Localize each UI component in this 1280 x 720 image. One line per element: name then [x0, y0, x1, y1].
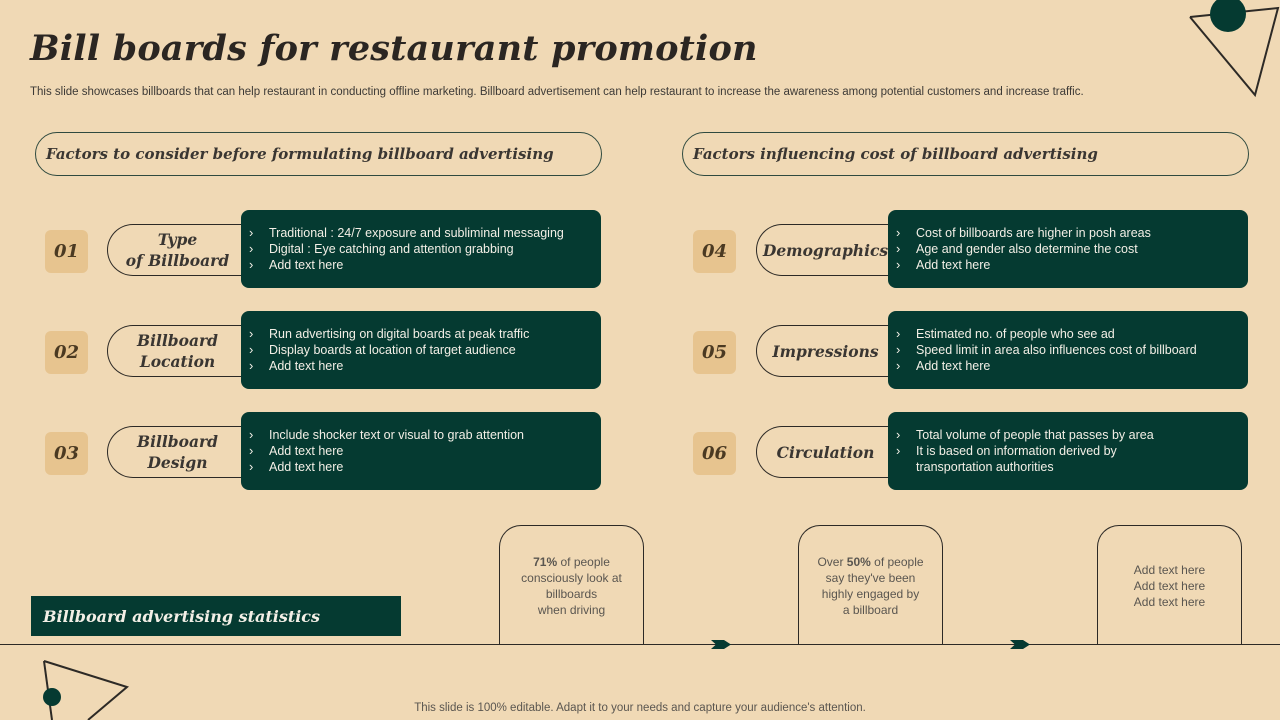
stat-card [798, 525, 943, 645]
bullet-text: Cost of billboards are higher in posh areas [916, 226, 1151, 240]
chevron-right-icon: › [249, 326, 254, 341]
stat-text: Over [817, 554, 847, 569]
item-label [107, 426, 247, 478]
chevron-right-icon: › [249, 427, 254, 442]
stat-value: 71% [533, 554, 558, 569]
stat-text: Add text here [1133, 562, 1206, 577]
stats-heading-text: Billboard advertising statistics [43, 606, 321, 626]
list-item [249, 358, 591, 374]
bullet-text: Display boards at location of target audience [269, 343, 516, 357]
item-label-line: Type [157, 230, 198, 249]
chevron-right-icon: › [249, 459, 254, 474]
item-label [756, 325, 894, 377]
stat-card [1097, 525, 1242, 645]
chevron-right-icon: › [249, 241, 254, 256]
item-number: 04 [693, 230, 736, 273]
timeline-line [0, 644, 1280, 645]
item-label-text: Demographics [762, 240, 889, 260]
list-item [896, 427, 1238, 443]
stat-text: say they've been [825, 570, 916, 585]
stat-text: of people [557, 554, 610, 569]
list-item [249, 459, 591, 475]
list-item [896, 443, 1238, 459]
item-label [107, 224, 247, 276]
footer-note: This slide is 100% editable. Adapt it to your needs and capture your audience's attention. [414, 702, 866, 714]
arrow-right-icon [711, 639, 731, 650]
bullet-text: Digital : Eye catching and attention grabbing [269, 242, 514, 256]
chevron-right-icon [896, 459, 916, 475]
left-section-heading [35, 132, 602, 176]
item-label-line: Design [147, 453, 208, 472]
chevron-right-icon: › [896, 241, 901, 256]
bullet-text: Total volume of people that passes by area [916, 428, 1154, 442]
stat-text: highly engaged by [821, 586, 920, 601]
item-details-box [888, 210, 1248, 288]
bullet-text: Add text here [916, 258, 991, 272]
bullet-text: Run advertising on digital boards at peak traffic [269, 327, 530, 341]
list-item [896, 257, 1238, 273]
page-title: Bill boards for restaurant promotion [30, 28, 758, 69]
bullet-text: Add text here [269, 359, 344, 373]
list-item [896, 241, 1238, 257]
bullet-text: transportation authorities [916, 460, 1054, 474]
item-label-text: Circulation [776, 442, 875, 462]
list-item [249, 342, 591, 358]
chevron-right-icon: › [249, 257, 254, 272]
left-section-heading-text: Factors to consider before formulating billboard advertising [46, 145, 554, 163]
item-number: 06 [693, 432, 736, 475]
stat-text: of people [870, 554, 924, 569]
list-item [249, 257, 591, 273]
bullet-text: Add text here [269, 444, 344, 458]
list-item [249, 241, 591, 257]
chevron-right-icon: › [249, 225, 254, 240]
item-label-line: of Billboard [125, 251, 230, 270]
item-details-box [888, 311, 1248, 389]
stat-text: Add text here [1133, 594, 1206, 609]
chevron-right-icon: › [896, 443, 901, 458]
bullet-text: Traditional : 24/7 exposure and subliminal messaging [269, 226, 564, 240]
item-label-line: Billboard [137, 432, 218, 451]
chevron-right-icon: › [896, 326, 901, 341]
right-section-heading-text: Factors influencing cost of billboard advertising [693, 145, 1098, 163]
stat-text: when driving [537, 602, 606, 617]
item-details-box [241, 311, 601, 389]
stat-text: a billboard [842, 602, 899, 617]
list-item [896, 342, 1238, 358]
item-number: 01 [45, 230, 88, 273]
list-item [896, 225, 1238, 241]
chevron-right-icon: › [249, 342, 254, 357]
bullet-text: Add text here [269, 258, 344, 272]
list-item [896, 459, 1238, 475]
list-item [249, 443, 591, 459]
item-label [756, 224, 894, 276]
bullet-text: Estimated no. of people who see ad [916, 327, 1115, 341]
page-subtitle: This slide showcases billboards that can help restaurant in conducting offline marketing. Billboard advertisement can help restaurant to increase the awareness among potential customers and increase traffic. [30, 86, 1084, 98]
chevron-right-icon: › [896, 257, 901, 272]
bullet-text: Add text here [269, 460, 344, 474]
list-item [249, 326, 591, 342]
item-details-box [241, 210, 601, 288]
list-item [896, 326, 1238, 342]
chevron-right-icon: › [896, 427, 901, 442]
chevron-right-icon: › [249, 358, 254, 373]
stats-heading [31, 596, 401, 636]
item-number: 03 [45, 432, 88, 475]
stat-text: billboards [545, 586, 598, 601]
stat-value: 50% [846, 554, 871, 569]
item-label-line: Location [139, 352, 216, 371]
bullet-text: Age and gender also determine the cost [916, 242, 1138, 256]
stat-text: consciously look at [521, 570, 622, 585]
list-item [896, 358, 1238, 374]
bullet-text: Add text here [916, 359, 991, 373]
item-label-text: Impressions [772, 341, 879, 361]
item-details-box [888, 412, 1248, 490]
chevron-right-icon: › [896, 342, 901, 357]
item-label [756, 426, 894, 478]
chevron-right-icon: › [896, 358, 901, 373]
item-label [107, 325, 247, 377]
chevron-right-icon: › [896, 225, 901, 240]
bullet-text: Include shocker text or visual to grab attention [269, 428, 525, 442]
chevron-right-icon: › [249, 443, 254, 458]
stat-card [499, 525, 644, 645]
item-number: 05 [693, 331, 736, 374]
stat-text: Add text here [1133, 578, 1206, 593]
list-item [249, 427, 591, 443]
arrow-right-icon [1010, 639, 1030, 650]
bullet-text: Speed limit in area also influences cost of billboard [916, 343, 1197, 357]
triangle-decoration-icon [1185, 0, 1280, 100]
item-details-box [241, 412, 601, 490]
bullet-text: It is based on information derived by [916, 444, 1117, 458]
item-number: 02 [45, 331, 88, 374]
item-label-line: Billboard [137, 331, 218, 350]
list-item [249, 225, 591, 241]
right-section-heading [682, 132, 1249, 176]
